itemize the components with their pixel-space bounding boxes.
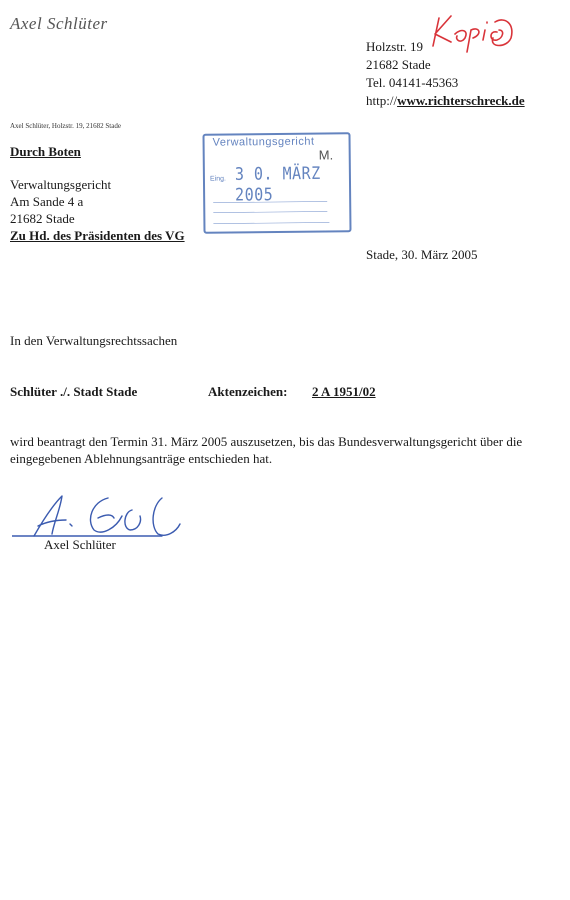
sender-city: 21682 Stade	[366, 57, 431, 72]
reference-value: 2 A 1951/02	[312, 384, 376, 399]
recipient-attention: Zu Hd. des Präsidenten des VG	[10, 228, 185, 243]
sender-web-link[interactable]: www.richterschreck.de	[397, 93, 525, 108]
case-parties: Schlüter ./. Stadt Stade	[10, 384, 138, 399]
sender-web-prefix: http://	[366, 93, 398, 108]
sender-street: Holzstr. 19	[366, 39, 424, 54]
date-line: Stade, 30. März 2005	[366, 247, 478, 262]
return-address-line: Axel Schlüter, Holzstr. 19, 21682 Stade	[10, 122, 121, 130]
letterhead-name: Axel Schlüter	[10, 14, 108, 33]
stamp-date: 3 0. MÄRZ 2005	[234, 162, 321, 206]
intro-line: In den Verwaltungsrechtssachen	[10, 333, 178, 348]
stamp-title: Verwaltungsgericht	[212, 135, 315, 149]
recipient-address	[10, 176, 185, 244]
recipient-street: Am Sande 4 a	[10, 194, 84, 209]
sender-address	[366, 38, 525, 110]
recipient-city: 21682 Stade	[10, 211, 75, 226]
stamp-initial: M.	[318, 147, 334, 163]
body-paragraph: wird beantragt den Termin 31. März 2005 auszusetzen, bis das Bundesverwaltungsgericht über die eingegebenen Ablehnungsanträge entschieden hat.	[10, 434, 523, 466]
recipient-name: Verwaltungsgericht	[10, 177, 112, 192]
stamp-form-lines	[209, 192, 345, 227]
received-stamp	[202, 132, 351, 234]
sender-web	[366, 92, 525, 110]
signature-name: Axel Schlüter	[44, 537, 116, 552]
sender-phone: Tel. 04141-45363	[366, 75, 459, 90]
delivery-note: Durch Boten	[10, 144, 81, 159]
stamp-eing-label: Eing.	[209, 175, 226, 183]
reference-label: Aktenzeichen:	[208, 384, 288, 399]
